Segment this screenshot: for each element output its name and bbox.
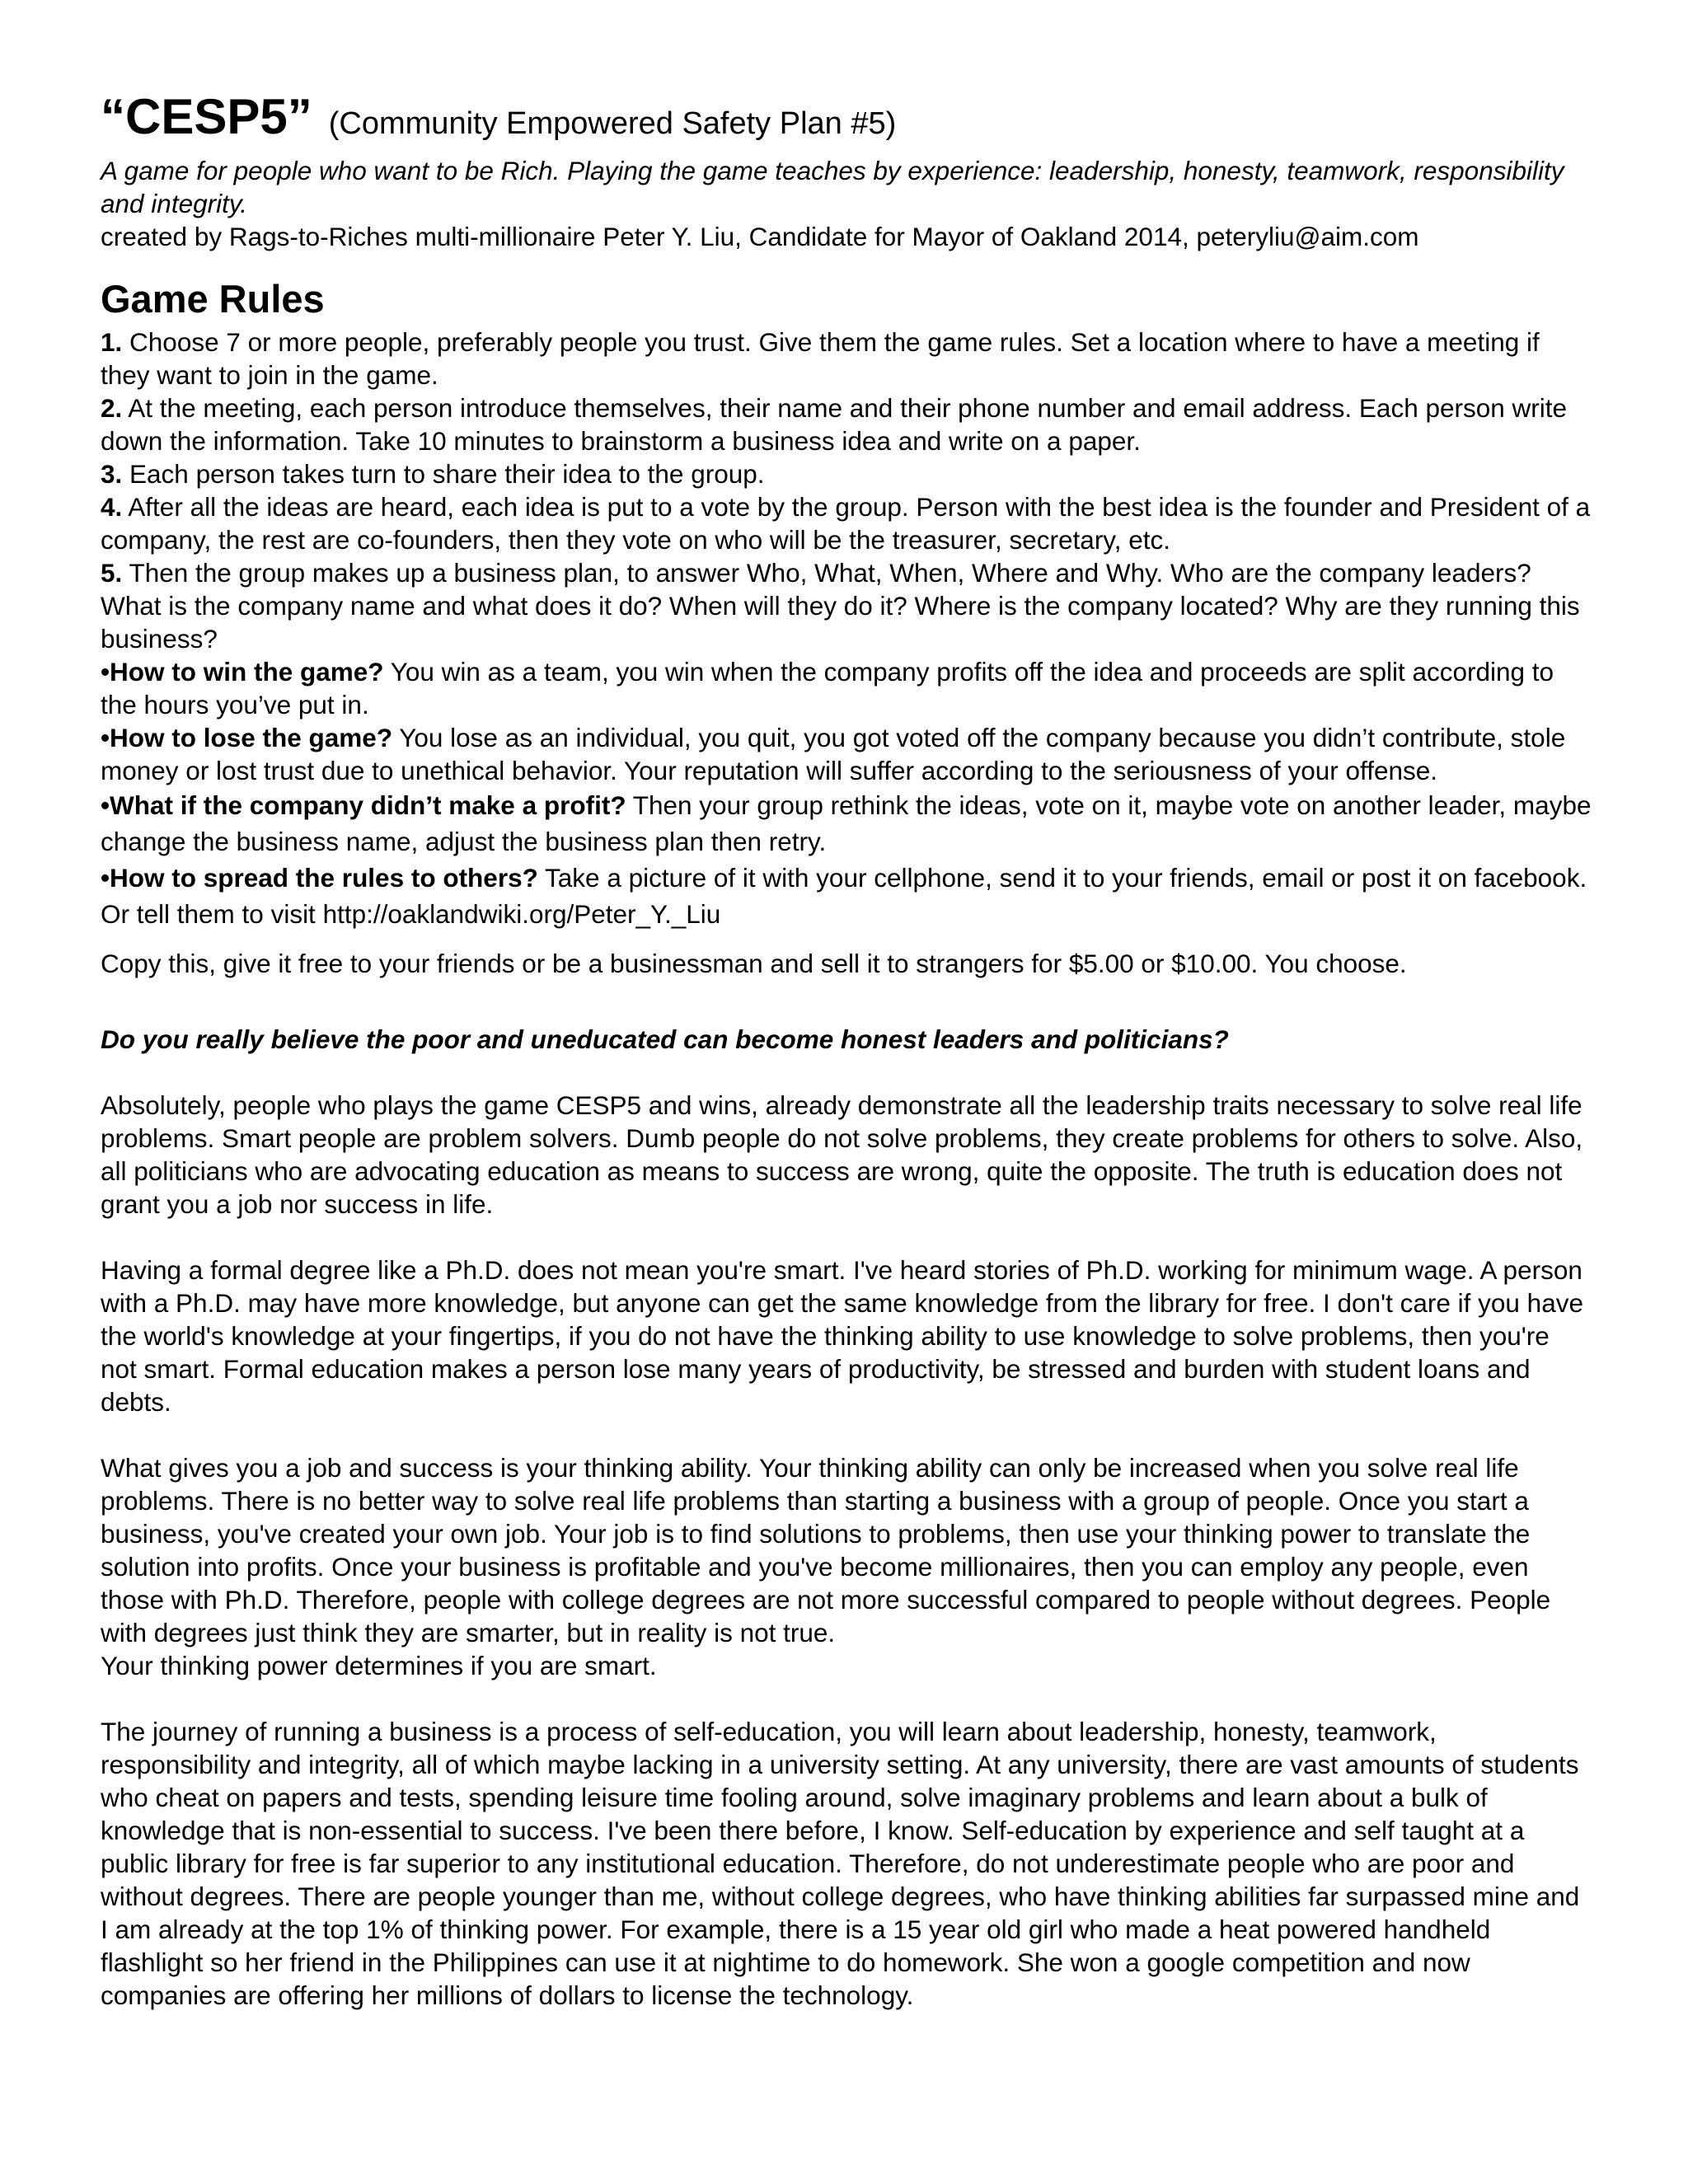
rule-text: You lose as an individual, you quit, you got voted off the company because you didn’t contribute, stole money or lost trust due to unethical behavior. Your reputation will suffer according to the seriousness of your offense. — [101, 722, 1566, 785]
tagline: A game for people who want to be Rich. Playing the game teaches by experience: leadership, honesty, teamwork, responsibility and integrity. — [101, 156, 1564, 218]
author-credit: created by Rags-to-Riches multi-millionaire Peter Y. Liu, Candidate for Mayor of Oakland 2014, peteryliu@aim.com — [101, 222, 1419, 251]
rule-2 — [101, 391, 1592, 457]
rule-lead: •How to win the game? — [101, 656, 384, 687]
rule-text: Then the group makes up a business plan, to answer Who, What, When, Where and Why. Who are the company leaders? What is the company name and what does it do? When will they do it? Where is the company located? Why are they running this business? — [101, 557, 1580, 654]
rule-no-profit — [101, 787, 1592, 860]
rule-lead: •How to spread the rules to others? — [101, 862, 538, 893]
document-title: “CESP5” — [101, 89, 312, 144]
rule-1 — [101, 326, 1592, 391]
rule-text: After all the ideas are heard, each idea is put to a vote by the group. Person with the best idea is the founder and President of a company, the rest are co-founders, then they vote on who will be the treasurer, secretary, etc. — [101, 491, 1591, 555]
essay-paragraph: The journey of running a business is a process of self-education, you will learn about leadership, honesty, teamwork, responsibility and integrity, all of which maybe lacking in a university setting. At any university, there are vast amounts of students who cheat on papers and tests, spending leisure time fooling around, solve imaginary problems and learn about a bulk of knowledge that is non-essential to success. I've been there before, I know. Self-education by experience and self taught at a public library for free is far superior to any institutional education. Therefore, do not underestimate people who are poor and without degrees. There are people younger than me, without college degrees, who have thinking abilities far surpassed mine and I am already at the top 1% of thinking power. For example, there is a 15 year old girl who made a heat powered handheld flashlight so her friend in the Philippines can use it at nightime to do homework. She won a google competition and now companies are offering her millions of dollars to license the technology. — [101, 1716, 1580, 2010]
title-row — [101, 91, 1592, 143]
rule-lead: 2. — [101, 392, 123, 423]
rule-text: At the meeting, each person introduce themselves, their name and their phone number and email address. Each person write down the information. Take 10 minutes to brainstorm a business idea and write on a paper. — [101, 392, 1568, 456]
rule-lead: 3. — [101, 458, 123, 489]
rule-win — [101, 655, 1592, 721]
rule-text: You win as a team, you win when the company profits off the idea and proceeds are split according to the hours you’ve put in. — [101, 656, 1554, 719]
essay-paragraph — [101, 1451, 1592, 1682]
rule-text: Then your group rethink the ideas, vote on it, maybe vote on another leader, maybe change the business name, adjust the business plan then retry. — [101, 790, 1592, 856]
essay-paragraph: Having a formal degree like a Ph.D. does not mean you're smart. I've heard stories of Ph.D. working for minimum wage. A person with a Ph.D. may have more knowledge, but anyone can get the same knowledge from the library for free. I don't care if you have the world's knowledge at your fingertips, if you do not have the thinking ability to use knowledge to solve problems, then you're not smart. Formal education makes a person lose many years of productivity, be stressed and burden with student loans and debts. — [101, 1254, 1583, 1417]
rule-text: Choose 7 or more people, preferably people you trust. Give them the game rules. Set a location where to have a meeting if they want to join in the game. — [101, 326, 1540, 390]
rule-text: Each person takes turn to share their idea to the group. — [122, 458, 765, 489]
essay-question: Do you really believe the poor and uneducated can become honest leaders and politicians? — [101, 1024, 1229, 1054]
game-rules-heading: Game Rules — [101, 277, 325, 321]
rule-lose — [101, 721, 1592, 787]
essay-paragraph: Absolutely, people who plays the game CESP5 and wins, already demonstrate all the leadership traits necessary to solve real life problems. Smart people are problem solvers. Dumb people do not solve problems, they create problems for others to solve. Also, all politicians who are advocating education as means to success are wrong, quite the opposite. The truth is education does not grant you a job nor success in life. — [101, 1090, 1583, 1219]
essay-paragraph-body: What gives you a job and success is your thinking ability. Your thinking ability can only be increased when you solve real life problems. There is no better way to solve real life problems than starting a business with a group of people. Once you start a business, you've created your own job. Your job is to find solutions to problems, then use your thinking power to translate the solution into profits. Once your business is profitable and you've become millionaires, then you can employ any people, even those with Ph.D. Therefore, people with college degrees are not more successful compared to people without degrees. People with degrees just think they are smarter, but in reality is not true. — [101, 1452, 1551, 1647]
rule-lead: 1. — [101, 326, 123, 357]
rule-lead: •How to lose the game? — [101, 722, 393, 752]
rule-lead: •What if the company didn’t make a profit? — [101, 790, 626, 820]
rule-3 — [101, 457, 1592, 490]
copy-notice: Copy this, give it free to your friends or be a businessman and sell it to strangers for $5.00 or $10.00. You choose. — [101, 948, 1407, 978]
document-page — [101, 91, 1592, 2012]
rule-lead: 5. — [101, 557, 123, 588]
rule-text: Take a picture of it with your cellphone, send it to your friends, email or post it on facebook. Or tell them to visit http://oaklandwiki.org/Peter_Y._Liu — [101, 862, 1587, 929]
rule-4 — [101, 490, 1592, 556]
essay-paragraph-closing: Your thinking power determines if you are smart. — [101, 1650, 657, 1680]
rule-lead: 4. — [101, 491, 123, 522]
document-subtitle: (Community Empowered Safety Plan #5) — [328, 106, 897, 141]
rule-spread — [101, 860, 1592, 932]
rule-5 — [101, 556, 1592, 655]
